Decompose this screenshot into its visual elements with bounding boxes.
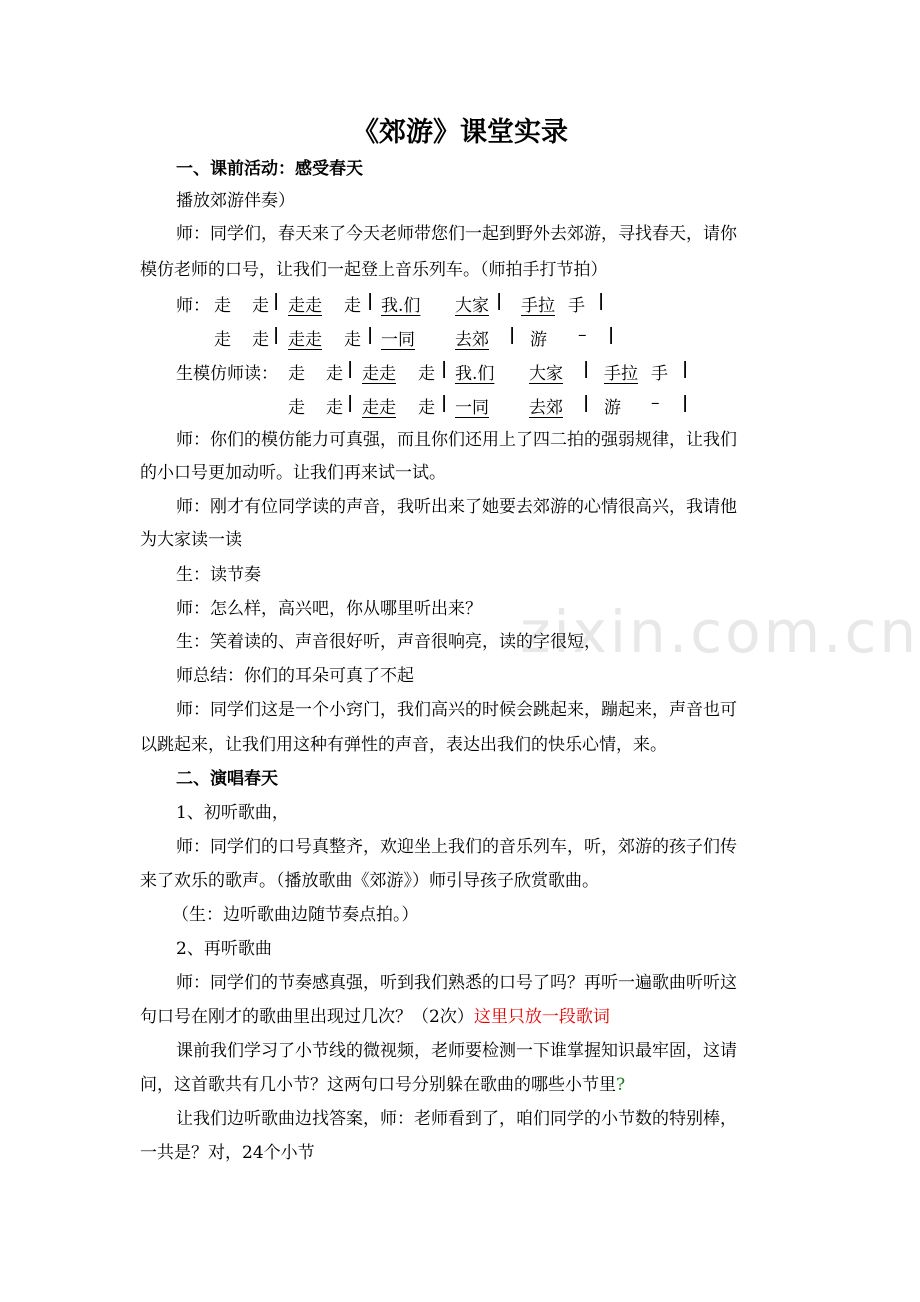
paragraph-cont: [140, 1073, 625, 1097]
paragraph-cont: 为大家读一读: [140, 530, 242, 550]
beat: 走: [252, 330, 269, 350]
beat: 一同: [455, 398, 489, 418]
paragraph: 师：同学们的节奏感真强，听到我们熟悉的口号了吗？再听一遍歌曲听听这: [176, 973, 737, 993]
section-heading-2: 二、演唱春天: [176, 769, 278, 789]
rhythm-line-student-1: [0, 359, 920, 385]
beat: 手拉: [604, 364, 638, 384]
paragraph: 师：同学们的口号真整齐，欢迎坐上我们的音乐列车，听，郊游的孩子们传: [176, 837, 737, 857]
paragraph-text: 问，这首歌共有几小节？这两句口号分别躲在歌曲的哪些小节里: [140, 1075, 616, 1095]
paragraph: 师：刚才有位同学读的声音，我听出来了她要去郊游的心情很高兴，我请他: [176, 497, 737, 517]
bar-line: |: [273, 325, 280, 345]
beat: 走: [418, 398, 435, 418]
paragraph-cont: 来了欢乐的歌声。（播放歌曲《郊游》）师引导孩子欣赏歌曲。: [140, 871, 599, 891]
beat: 我.们: [381, 296, 421, 316]
beat: 去郊: [529, 398, 563, 418]
beat: 手: [651, 364, 668, 384]
bar-line: |: [496, 291, 503, 311]
watermark: zixin.com.cn: [520, 598, 920, 666]
section-heading-1: 一、课前活动：感受春天: [176, 159, 363, 179]
paragraph: （生：边听歌曲边随节奏点拍。）: [172, 905, 419, 925]
paragraph: 师总结：你们的耳朵可真了不起: [176, 666, 414, 686]
bar-line: |: [583, 359, 590, 379]
paragraph-cont: 以跳起来，让我们用这种有弹性的声音，表达出我们的快乐心情，来。: [140, 735, 667, 755]
question-mark-green: ?: [616, 1075, 626, 1095]
bar-line: |: [367, 325, 374, 345]
beat: 走: [288, 398, 305, 418]
beat: 手拉: [521, 296, 555, 316]
paragraph-cont: [140, 1005, 610, 1029]
bar-line: |: [598, 291, 605, 311]
paragraph: 师：怎么样，高兴吧，你从哪里听出来？: [176, 599, 482, 619]
paragraph-cont: 的小口号更加动听。让我们再来试一试。: [140, 463, 446, 483]
beat: –: [578, 325, 587, 345]
bar-line: |: [273, 291, 280, 311]
bar-line: |: [583, 393, 590, 413]
paragraph-text: 句口号在刚才的歌曲里出现过几次？（2次）: [140, 1007, 474, 1027]
paragraph-cont: 一共是？对，24个小节: [140, 1143, 315, 1163]
paragraph: 师：你们的模仿能力可真强，而且你们还用上了四二拍的强弱规律，让我们: [176, 430, 737, 450]
beat: 走走: [362, 364, 396, 384]
bar-line: |: [608, 325, 615, 345]
paragraph: 2、再听歌曲: [176, 939, 272, 959]
beat: 走走: [362, 398, 396, 418]
bar-line: |: [347, 359, 354, 379]
rhythm-line-teacher-2: [0, 325, 920, 351]
rhythm-line-teacher-1: [0, 291, 920, 317]
beat: 走: [214, 330, 231, 350]
beat: 一同: [381, 330, 415, 350]
paragraph: 生：笑着读的、声音很好听，声音很响亮，读的字很短，: [176, 632, 601, 652]
beat: –: [651, 393, 660, 413]
beat: 走走: [288, 330, 322, 350]
beat: 走: [344, 330, 361, 350]
beat: 大家: [455, 296, 489, 316]
bar-line: |: [509, 325, 516, 345]
bar-line: |: [441, 359, 448, 379]
bar-line: |: [441, 393, 448, 413]
beat: 走: [344, 296, 361, 316]
paragraph: 师：同学们这是一个小窍门，我们高兴的时候会跳起来，蹦起来，声音也可: [176, 700, 737, 720]
beat: 走: [418, 364, 435, 384]
bar-line: |: [682, 359, 689, 379]
beat: 走走: [288, 296, 322, 316]
page-title: 《郊游》课堂实录: [352, 117, 568, 148]
speaker-label: 师：: [176, 296, 210, 316]
rhythm-line-student-2: [0, 393, 920, 419]
paragraph: 让我们边听歌曲边找答案，师：老师看到了，咱们同学的小节数的特别棒，: [176, 1109, 737, 1129]
beat: 大家: [529, 364, 563, 384]
paragraph: 1、初听歌曲，: [176, 803, 289, 823]
teacher-note-red: 这里只放一段歌词: [473, 1007, 610, 1027]
beat: 我.们: [455, 364, 495, 384]
beat: 游: [604, 398, 621, 418]
beat: 游: [530, 330, 547, 350]
paragraph: 生：读节奏: [176, 565, 261, 585]
paragraph: 播放郊游伴奏）: [176, 191, 295, 211]
beat: 走: [288, 364, 305, 384]
beat: 手: [568, 296, 585, 316]
bar-line: |: [367, 291, 374, 311]
beat: 走: [326, 364, 343, 384]
beat: 走: [214, 296, 231, 316]
beat: 走: [252, 296, 269, 316]
beat: 走: [326, 398, 343, 418]
paragraph: 师：同学们，春天来了今天老师带您们一起到野外去郊游，寻找春天，请你: [176, 224, 737, 244]
paragraph-cont: 模仿老师的口号，让我们一起登上音乐列车。（师拍手打节拍）: [140, 260, 608, 280]
speaker-label: 生模仿师读：: [176, 364, 278, 384]
beat: 去郊: [455, 330, 489, 350]
paragraph: 课前我们学习了小节线的微视频，老师要检测一下谁掌握知识最牢固，这请: [176, 1041, 737, 1061]
bar-line: |: [682, 393, 689, 413]
bar-line: |: [347, 393, 354, 413]
